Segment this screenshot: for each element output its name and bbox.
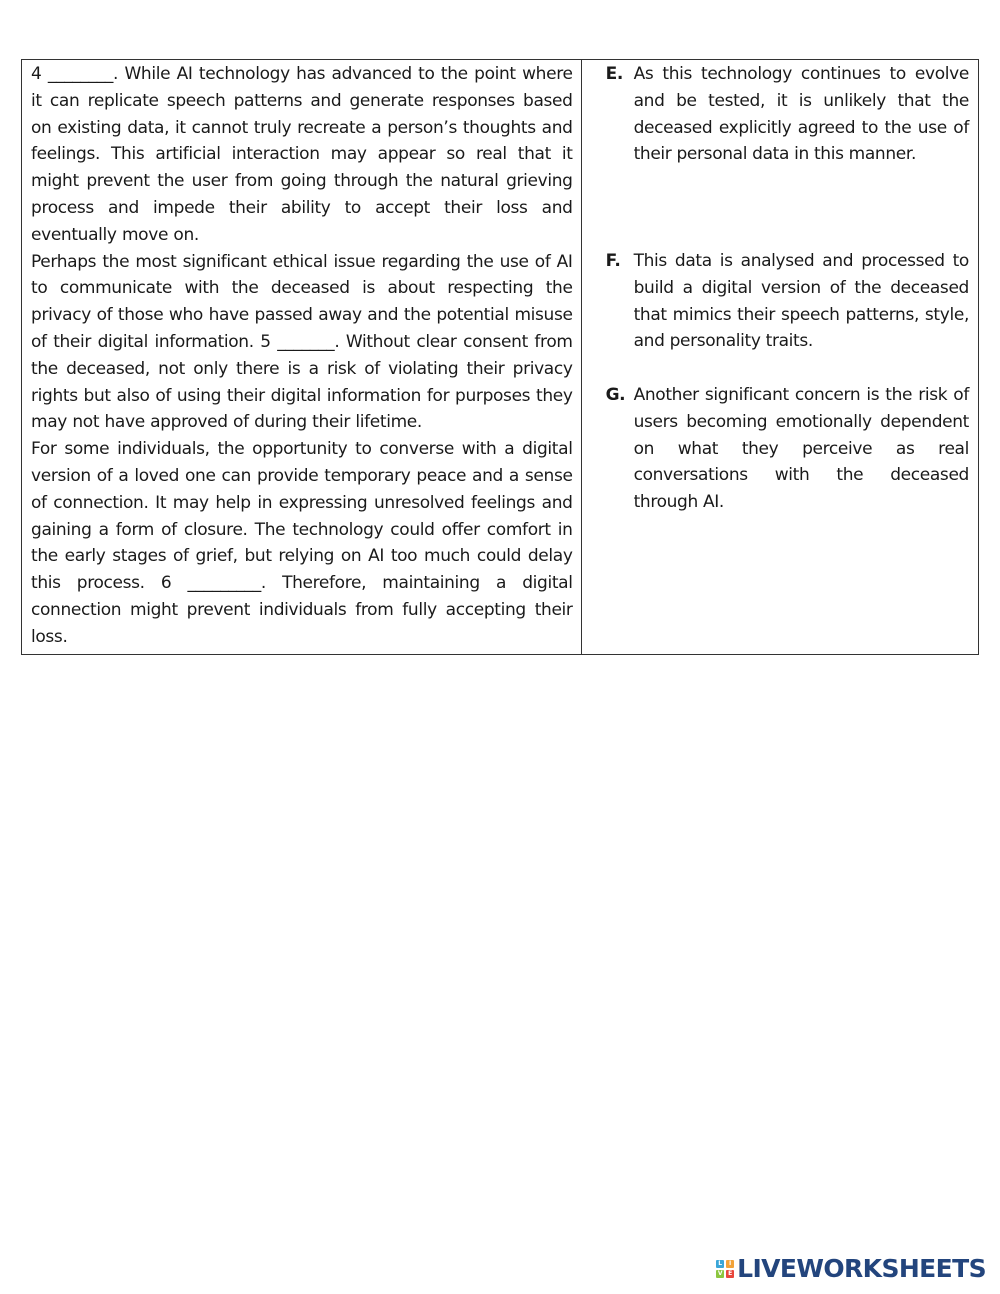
liveworksheets-logo — [716, 1254, 986, 1284]
option-f-letter: F. — [605, 251, 621, 271]
option-e — [606, 61, 969, 248]
option-f — [606, 248, 969, 382]
option-f-text: This data is analysed and processed to build a digital version of the deceased that mimics their speech patterns, style, and personality traits. — [633, 251, 969, 352]
option-e-letter: E. — [605, 64, 623, 84]
worksheet-table — [21, 59, 979, 655]
options-cell — [581, 60, 978, 655]
passage-cell — [22, 60, 582, 655]
logo-mark-tile: L — [716, 1260, 724, 1268]
passage-paragraph-4: 4 ________. While AI technology has advanced to the point where it can replicate speech patterns and generate responses based on existing data, it cannot truly recreate a person’s thoughts and feelings. This artificial interaction may appear so real that it might prevent the user from going through the natural grieving process and impede their ability to accept their loss and eventually move on. — [31, 64, 573, 245]
logo-mark-tile: V — [717, 1270, 723, 1277]
logo-mark-icon — [716, 1260, 734, 1278]
option-g-text: Another significant concern is the risk of users becoming emotionally dependent on what they perceive as real conversations with the deceased through AI. — [633, 385, 969, 513]
option-g-letter: G. — [605, 385, 626, 405]
passage-paragraph-6: For some individuals, the opportunity to converse with a digital version of a loved one can provide temporary peace and a sense of connection. It may help in expressing unresolved feelings and gaining a form of closure. The technology could offer comfort in the early stages of grief, but relying on AI too much could delay this process. 6 _________. Therefore, maintaining a digital connection might prevent individuals from fully accepting their loss. — [31, 439, 573, 647]
logo-text: LIVEWORKSHEETS — [737, 1254, 986, 1283]
option-g — [606, 382, 969, 516]
option-e-text: As this technology continues to evolve and be tested, it is unlikely that the deceased explicitly agreed to the use of their personal data in this manner. — [633, 64, 969, 165]
passage-paragraph-5: Perhaps the most significant ethical issue regarding the use of AI to communicate with the deceased is about respecting the privacy of those who have passed away and the potential misuse of their digital information. 5 _______. Without clear consent from the deceased, not only there is a risk of violating their privacy rights but also of using their digital information for purposes they may not have approved of during their lifetime. — [31, 251, 573, 433]
logo-mark-tile: I — [726, 1260, 734, 1268]
logo-mark-tile: E — [728, 1270, 733, 1277]
table-row — [22, 60, 979, 655]
